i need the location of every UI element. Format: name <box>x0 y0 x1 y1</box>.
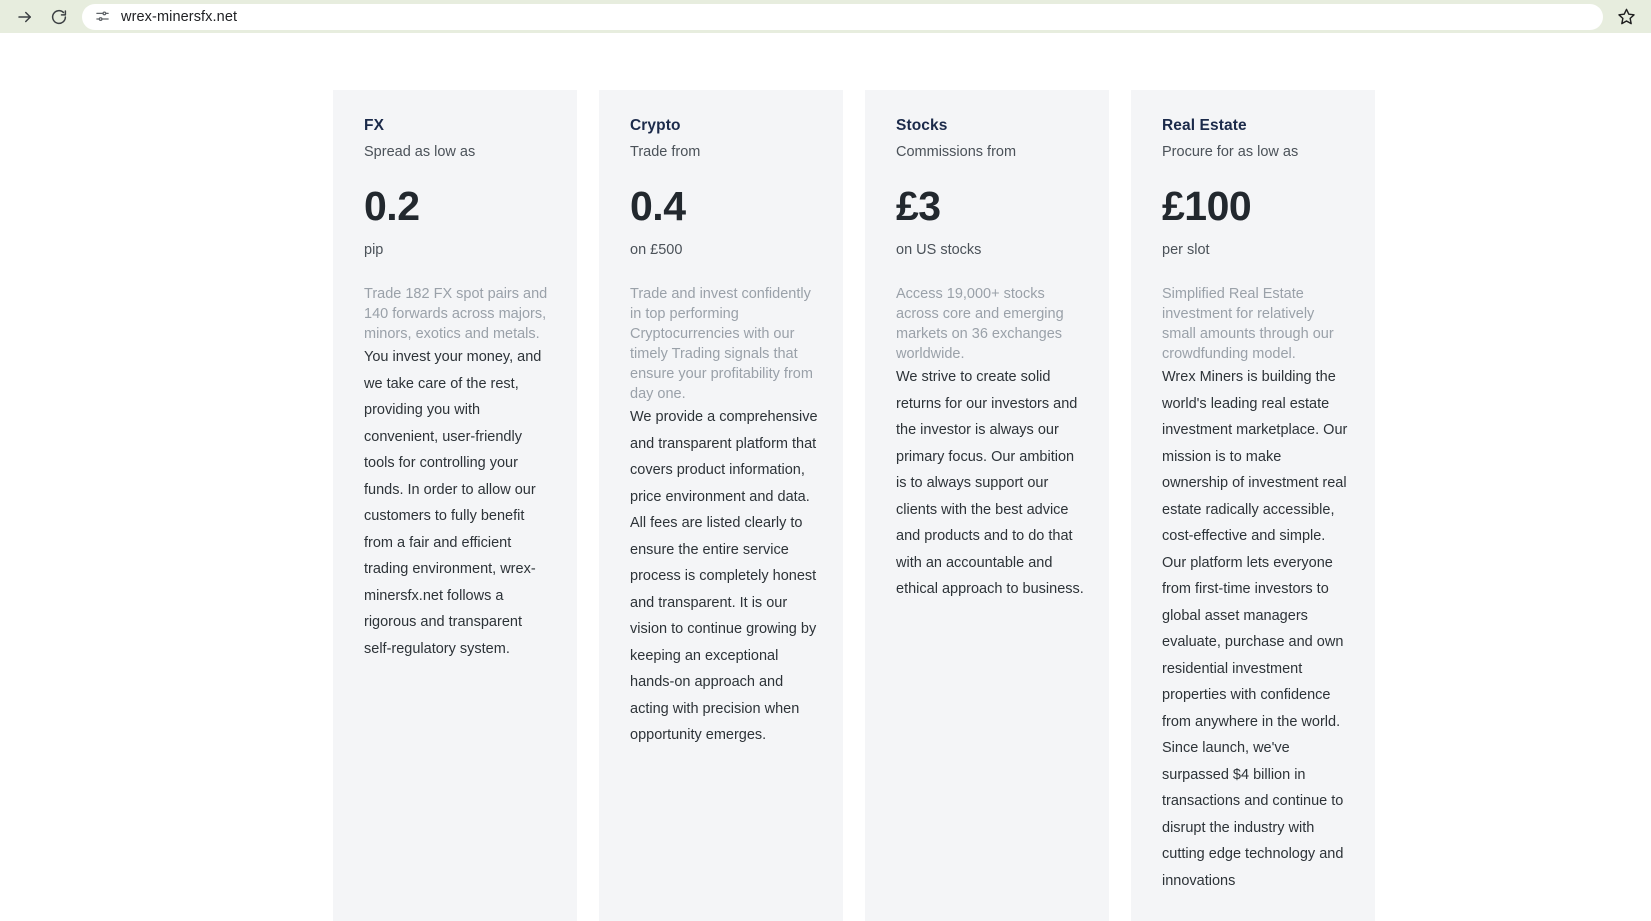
card-subtitle: Spread as low as <box>364 144 476 160</box>
card-figure: 0.2 <box>364 183 420 229</box>
address-bar-url[interactable]: wrex-minersfx.net <box>121 8 238 25</box>
card-description-muted: Access 19,000+ stocks across core and emerging markets on 36 exchanges worldwide. <box>896 286 1064 362</box>
card-description-muted: Trade and invest confidently in top performing Cryptocurrencies with our timely Trading signals that ensure your profitability from day one. <box>630 286 813 402</box>
card-real-estate <box>1131 90 1375 921</box>
card-figure: £100 <box>1162 183 1252 229</box>
card-subtitle: Commissions from <box>896 144 1017 160</box>
card-subtitle: Trade from <box>630 144 701 160</box>
card-description-muted: Trade 182 FX spot pairs and 140 forwards across majors, minors, exotics and metals. <box>364 286 548 342</box>
card-figure: £3 <box>896 183 941 229</box>
page-content <box>0 33 1651 921</box>
card-description-muted: Simplified Real Estate investment for relatively small amounts through our crowdfunding model. <box>1162 286 1334 362</box>
card-unit: on US stocks <box>896 242 982 258</box>
card-description: We strive to create solid returns for our investors and the investor is always our primary focus. Our ambition is to always support our clients with the best advice and products and to do that with an accountable and ethical approach to business. <box>896 369 1084 597</box>
card-title: Stocks <box>896 117 948 134</box>
card-unit: pip <box>364 242 384 258</box>
product-cards <box>333 90 1375 921</box>
card-unit: per slot <box>1162 242 1210 258</box>
card-subtitle: Procure for as low as <box>1162 144 1299 160</box>
card-description: Wrex Miners is building the world's leading real estate investment marketplace. Our mission is to make ownership of investment real estate radically accessible, cost-effective and simple. Our platform lets everyone from first-time investors to global asset managers evaluate, purchase and own residential investment properties with confidence from anywhere in the world. Since launch, we've surpassed $4 billion in transactions and continue to disrupt the industry with cutting edge technology and innovations <box>1162 369 1348 889</box>
site-settings-icon[interactable] <box>94 9 110 25</box>
card-crypto <box>599 90 843 921</box>
card-unit: on £500 <box>630 242 683 258</box>
card-stocks <box>865 90 1109 921</box>
address-bar[interactable] <box>82 4 1603 30</box>
star-icon[interactable] <box>1613 4 1639 30</box>
browser-toolbar <box>0 0 1651 33</box>
reload-icon[interactable] <box>44 2 74 32</box>
card-description: You invest your money, and we take care of the rest, providing you with convenient, user-friendly tools for controlling your funds. In order to allow our customers to fully benefit from a fair and efficient trading environment, wrex-minersfx.net follows a rigorous and transparent self-regulatory system. <box>364 349 542 657</box>
card-fx <box>333 90 577 921</box>
card-title: Crypto <box>630 117 681 134</box>
card-description: We provide a comprehensive and transparent platform that covers product information, price environment and data. All fees are listed clearly to ensure the entire service process is completely honest and transparent. It is our vision to continue growing by keeping an exceptional hands-on approach and acting with precision when opportunity emerges. <box>630 409 818 743</box>
forward-arrow-icon[interactable] <box>10 2 40 32</box>
card-title: Real Estate <box>1162 117 1247 134</box>
card-figure: 0.4 <box>630 183 686 229</box>
card-title: FX <box>364 117 385 134</box>
